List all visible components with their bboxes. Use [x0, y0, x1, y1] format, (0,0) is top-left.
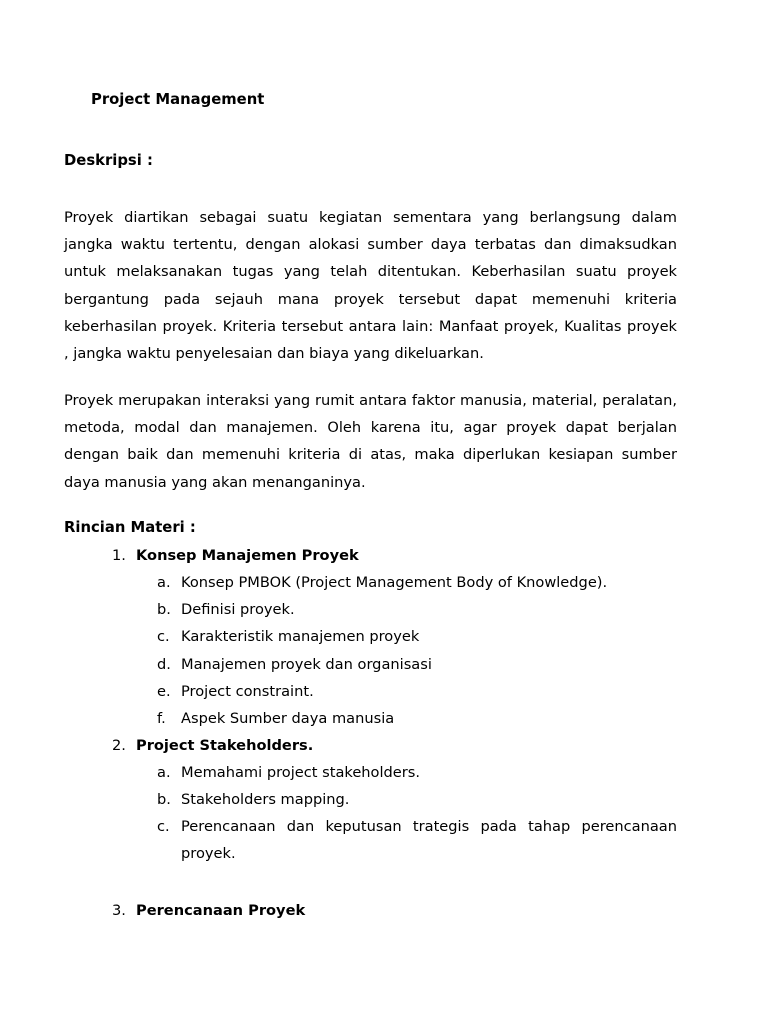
sub-marker: e. — [157, 683, 171, 700]
list-item-1 — [112, 547, 677, 564]
sub-item-text: Stakeholders mapping. — [181, 791, 350, 808]
list-item-3 — [112, 902, 677, 919]
sub-item-1d — [157, 651, 677, 678]
deskripsi-heading: Deskripsi : — [64, 152, 153, 169]
sub-item-2a — [157, 759, 677, 786]
sub-marker: b. — [157, 791, 171, 808]
list-item-label: Konsep Manajemen Proyek — [136, 547, 359, 564]
sub-item-text: Aspek Sumber daya manusia — [181, 710, 395, 727]
sub-item-1e — [157, 678, 677, 705]
document-title: Project Management — [91, 91, 265, 108]
sub-marker: b. — [157, 601, 171, 618]
sub-marker: a. — [157, 574, 171, 591]
sub-item-1a — [157, 569, 677, 596]
list-item-label: Project Stakeholders. — [136, 737, 314, 754]
list-marker: 2. — [112, 737, 126, 754]
rincian-heading: Rincian Materi : — [64, 519, 196, 536]
sub-item-text: Karakteristik manajemen proyek — [181, 628, 420, 645]
deskripsi-paragraph-1: Proyek diartikan sebagai suatu kegiatan sementara yang berlangsung dalam jangka waktu tertentu, dengan alokasi sumber daya terbatas dan dimaksudkan untuk melaksanakan tugas yang telah ditentukan. Keberhasilan suatu proyek bergantung pada sejauh mana proyek tersebut dapat memenuhi kriteria keberhasilan proyek. Kriteria tersebut antara lain: Manfaat proyek, Kualitas proyek , jangka waktu penyelesaian dan biaya yang dikeluarkan. — [64, 209, 677, 363]
sub-marker: c. — [157, 628, 170, 645]
sub-item-text: Perencanaan dan keputusan trategis pada tahap perencanaan proyek. — [181, 818, 677, 863]
sub-item-2c — [157, 813, 677, 867]
sub-marker: c. — [157, 818, 170, 835]
deskripsi-paragraph-2: Proyek merupakan interaksi yang rumit antara faktor manusia, material, peralatan, metoda, modal dan manajemen. Oleh karena itu, agar proyek dapat berjalan dengan baik dan memenuhi kriteria di atas, maka diperlukan kesiapan sumber daya manusia yang akan menanganinya. — [64, 392, 677, 491]
sub-item-text: Konsep PMBOK (Project Management Body of Knowledge). — [181, 574, 608, 591]
sub-marker: a. — [157, 764, 171, 781]
sub-marker: f. — [157, 710, 166, 727]
list-marker: 1. — [112, 547, 126, 564]
sub-item-1c — [157, 623, 677, 650]
list-item-2 — [112, 737, 677, 754]
sub-item-2b — [157, 786, 677, 813]
sub-item-1b — [157, 596, 677, 623]
list-marker: 3. — [112, 902, 126, 919]
sub-item-text: Manajemen proyek dan organisasi — [181, 656, 432, 673]
sub-item-text: Definisi proyek. — [181, 601, 295, 618]
sub-item-1f — [157, 705, 677, 732]
sub-item-text: Project constraint. — [181, 683, 314, 700]
list-item-label: Perencanaan Proyek — [136, 902, 306, 919]
sub-item-text: Memahami project stakeholders. — [181, 764, 421, 781]
sub-marker: d. — [157, 656, 171, 673]
